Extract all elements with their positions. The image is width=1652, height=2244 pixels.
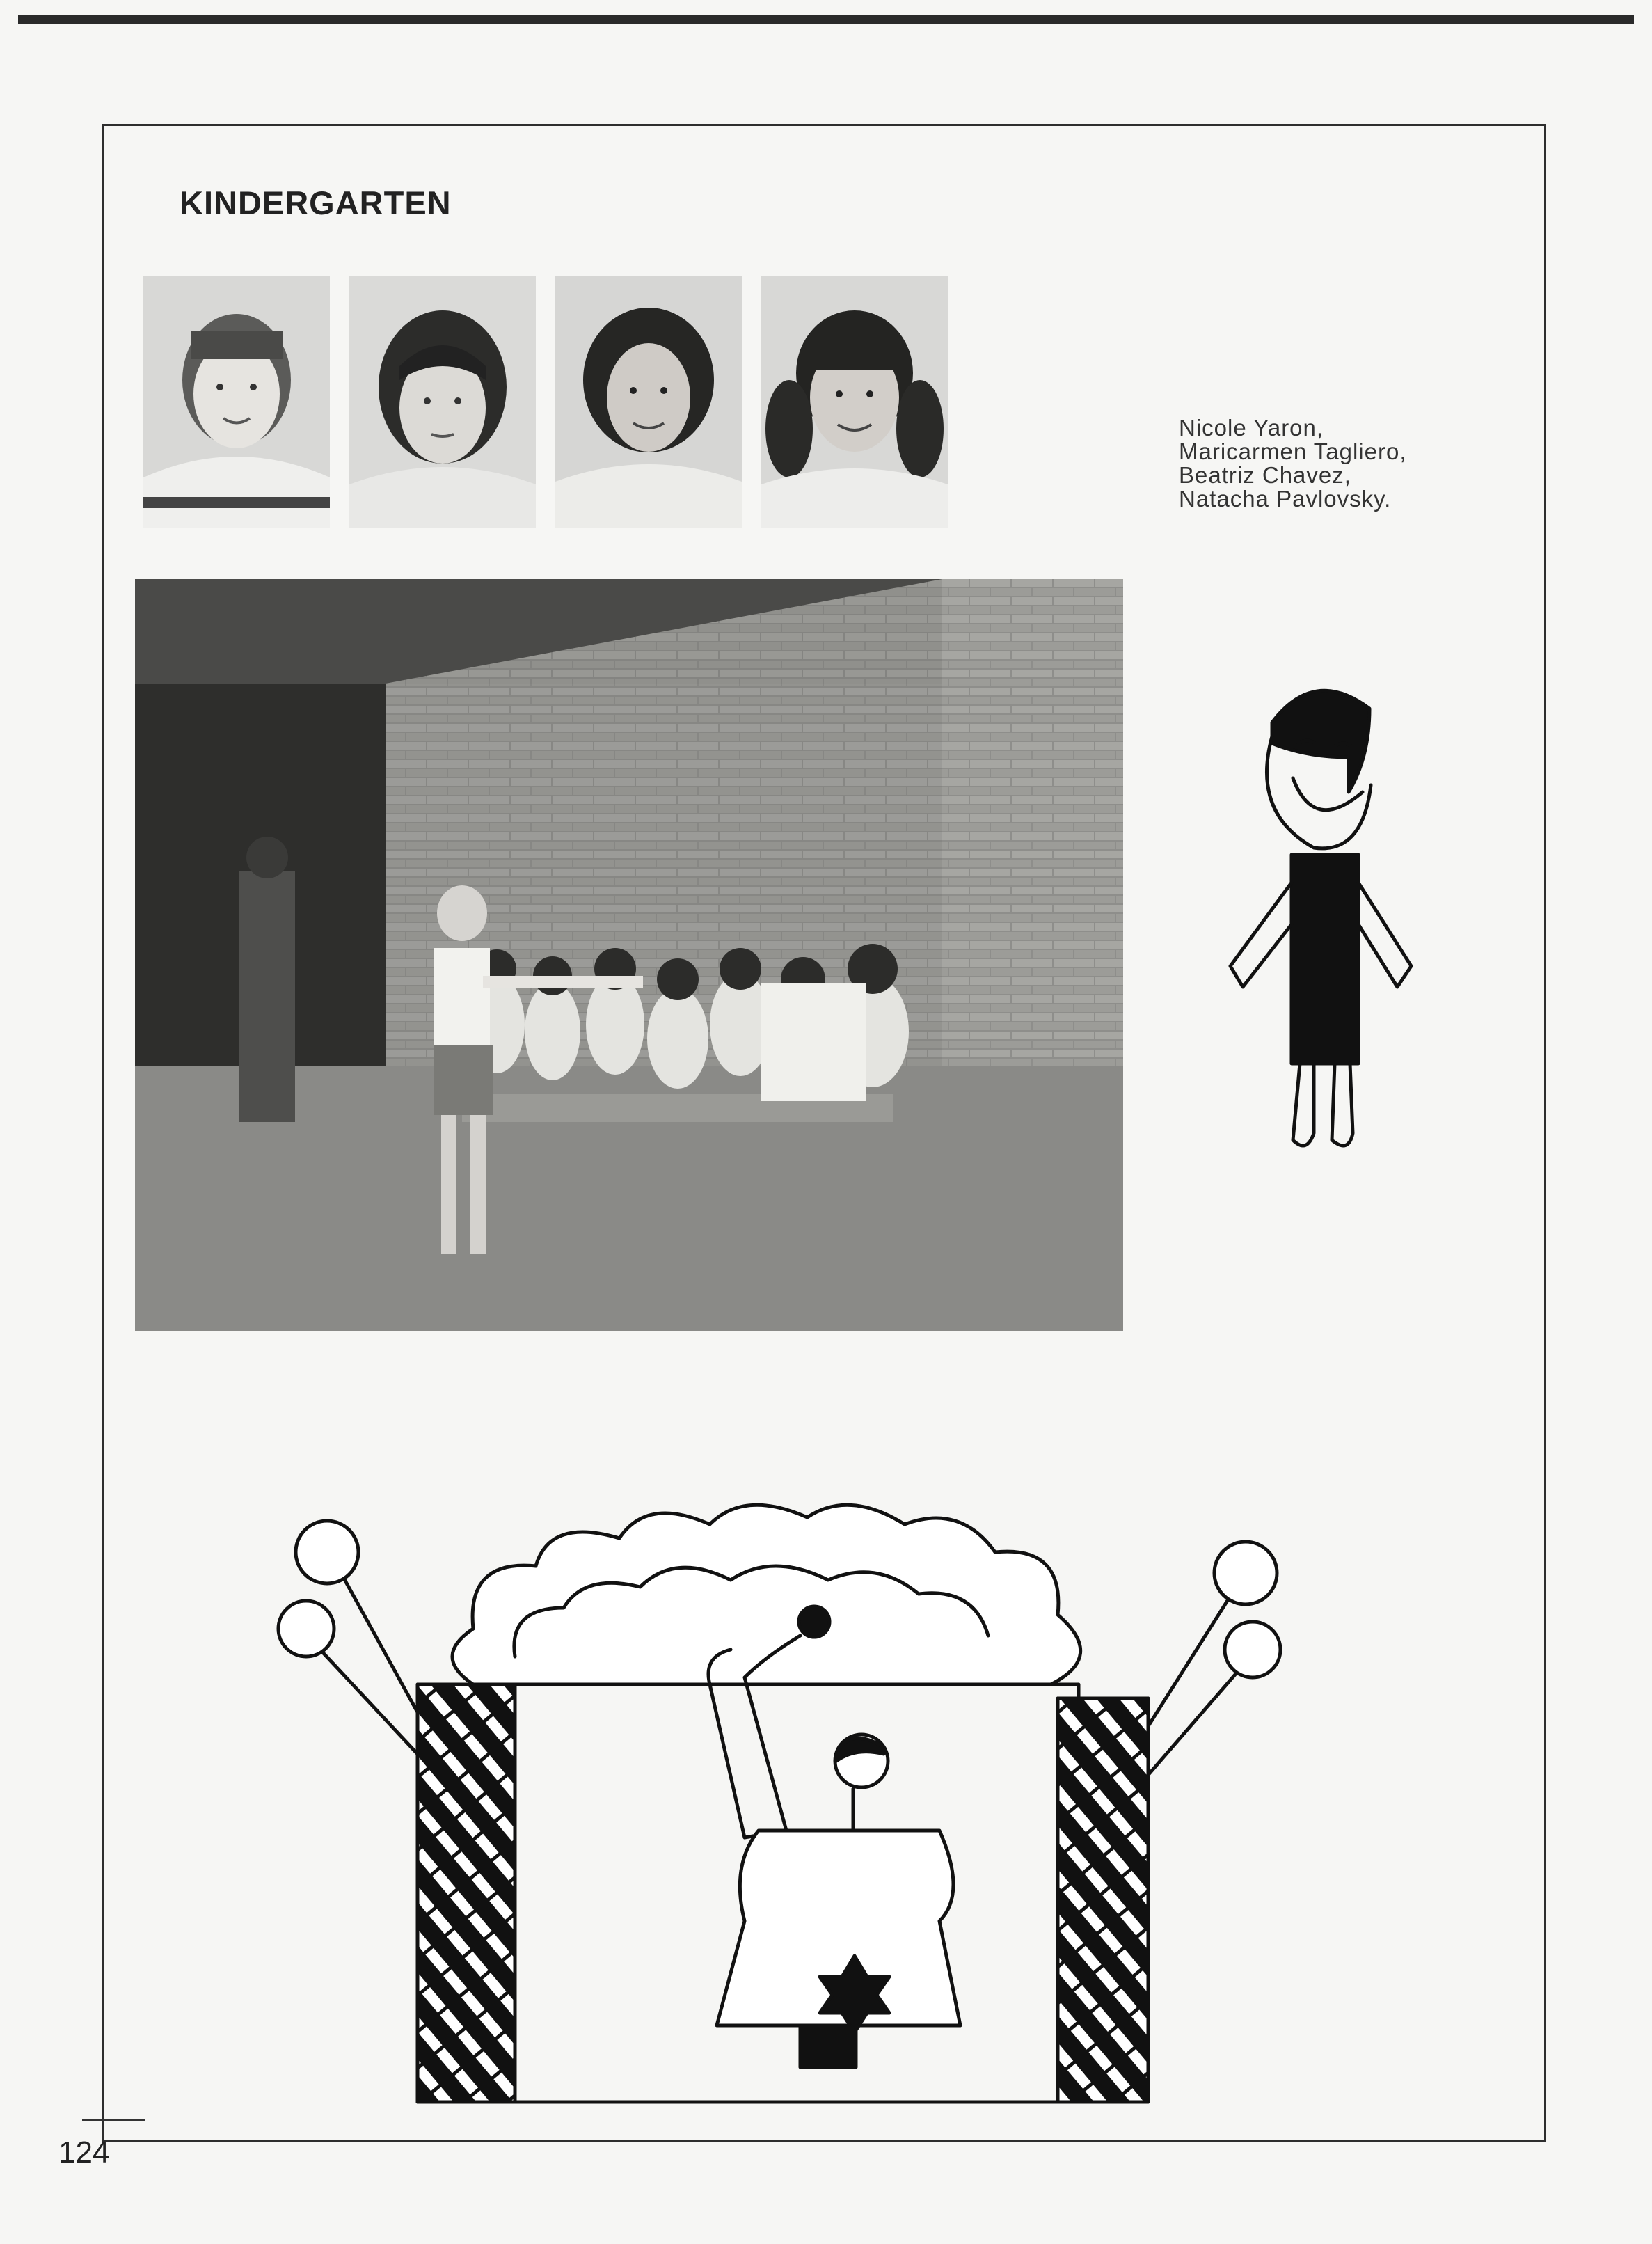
caption-name-4: Natacha Pavlovsky. [1179,486,1392,512]
caption-name-1: Nicole Yaron, [1179,415,1324,441]
page-number: 124 [58,2135,110,2170]
portrait-1 [143,276,330,528]
caption-name-3: Beatriz Chavez, [1179,462,1351,488]
caption-name-2: Maricarmen Tagliero, [1179,438,1407,464]
section-title: KINDERGARTEN [180,184,452,221]
portrait-4 [761,276,948,528]
group-photo [135,579,1123,1331]
portrait-2 [349,276,536,528]
top-rule [18,15,1634,24]
stick-figure-drawing [1209,674,1432,1168]
portrait-3 [555,276,742,528]
portrait-caption [1179,416,1499,511]
puppet-theater-drawing [257,1476,1371,2144]
page-number-rule [82,2119,145,2121]
